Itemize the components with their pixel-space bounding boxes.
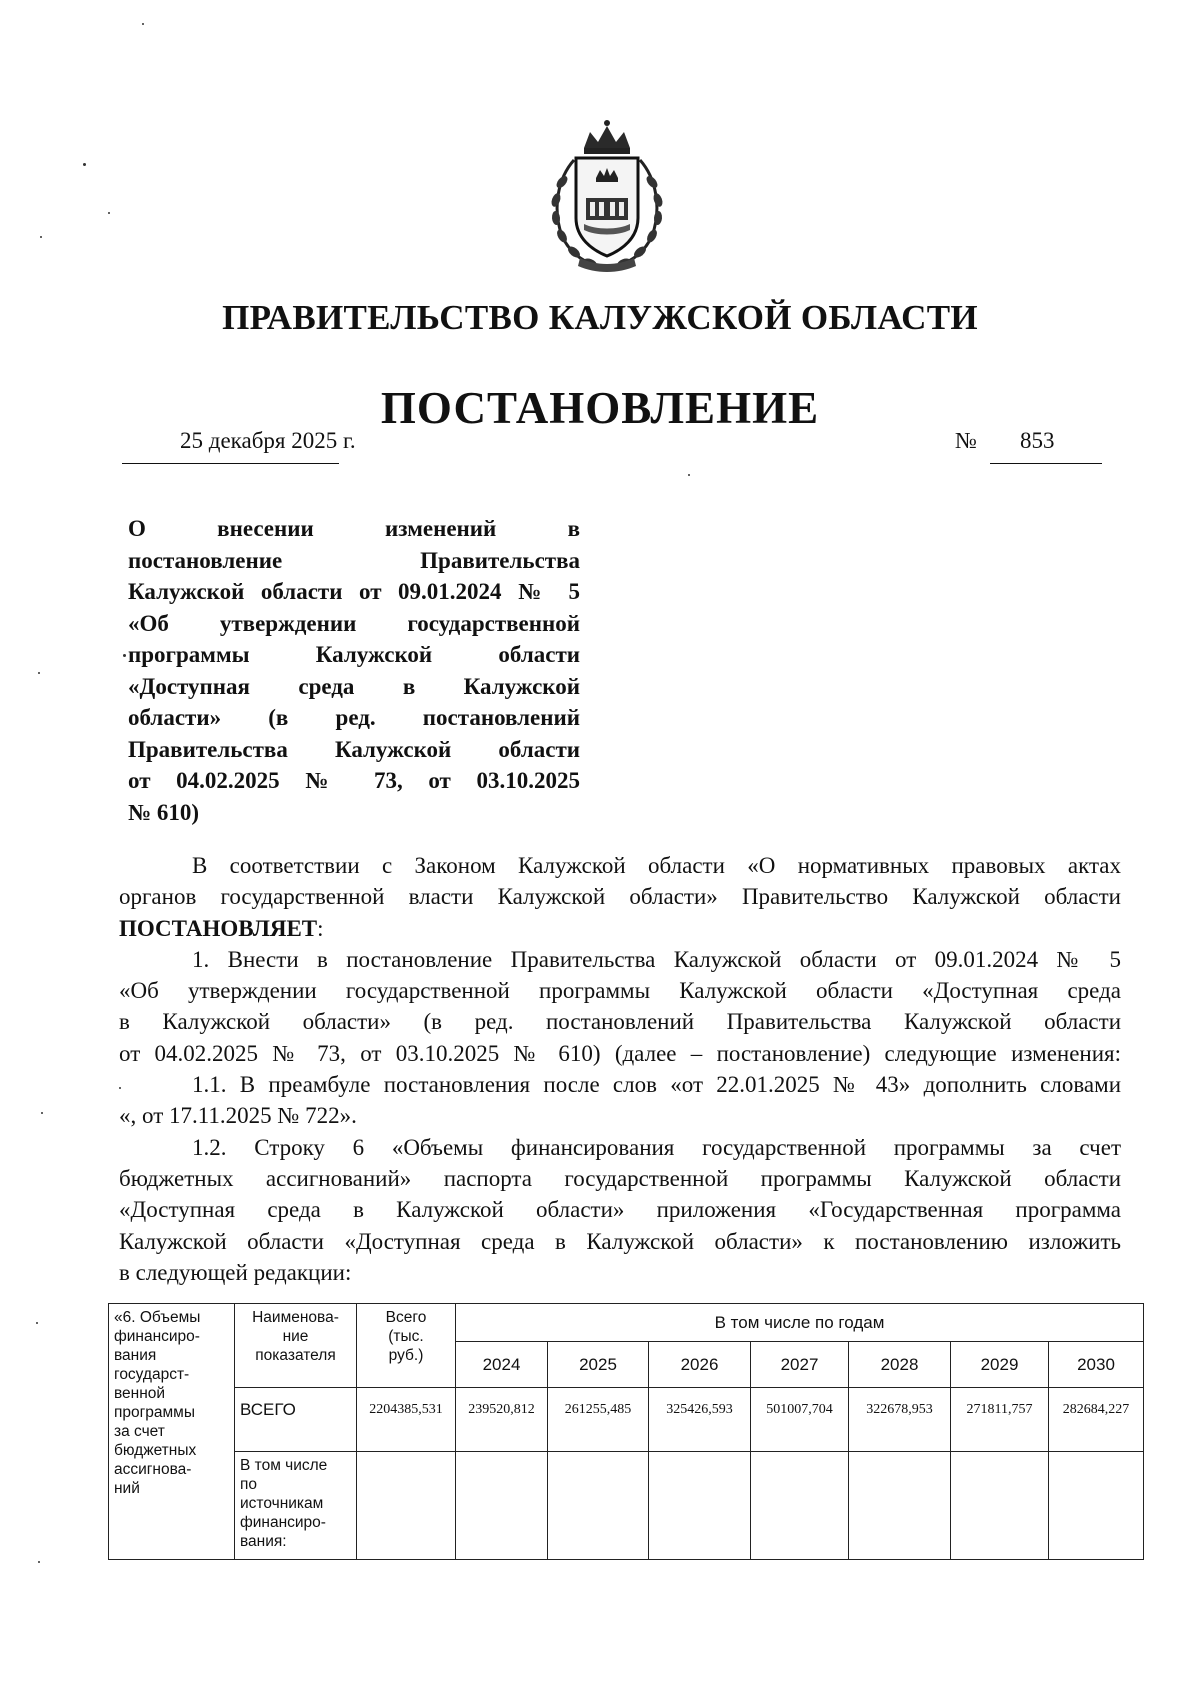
year-cell: 2029 xyxy=(951,1342,1049,1388)
scan-speck xyxy=(108,212,110,214)
body-line: «, от 17.11.2025 № 722». xyxy=(119,1103,357,1129)
cell-line: В том числе xyxy=(240,1457,328,1474)
scan-speck xyxy=(41,1112,43,1114)
subject-line: Калужской области от 09.01.2024 № 5 xyxy=(128,579,580,604)
subject-line: «Об утверждении государственной xyxy=(128,610,580,636)
year-cell: 2028 xyxy=(849,1342,951,1388)
cell-line: источникам xyxy=(240,1495,324,1512)
value-cell: 261255,485 xyxy=(548,1388,649,1452)
cell-line: ний xyxy=(114,1480,140,1497)
cell-line: Наименова- xyxy=(252,1309,339,1326)
coat-of-arms-icon xyxy=(540,118,674,274)
value-cell: 271811,757 xyxy=(951,1388,1049,1452)
indicator-cell: ВСЕГО xyxy=(235,1388,357,1452)
scan-speck xyxy=(40,236,42,238)
cell-line: показателя xyxy=(255,1347,336,1364)
cell-line: финансиро- xyxy=(240,1514,326,1531)
cell-line: программы xyxy=(114,1404,195,1421)
cell-line: государст- xyxy=(114,1366,190,1383)
body-line: «Об утверждении государственной программы Калужской области «Доступная среда xyxy=(119,978,1121,1004)
body-line: 1. Внести в постановление Правительства Калужской области от 09.01.2024 № 5 xyxy=(192,946,1121,972)
body-line: 1.1. В преамбуле постановления после слов «от 22.01.2025 № 43» дополнить словами xyxy=(192,1072,1121,1098)
years-header-cell: В том числе по годам xyxy=(456,1304,1144,1342)
body-line: 1.2. Строку 6 «Объемы финансирования государственной программы за счет xyxy=(192,1134,1121,1160)
year-cell: 2027 xyxy=(751,1342,849,1388)
year-cell: 2025 xyxy=(548,1342,649,1388)
table-row xyxy=(109,1452,1144,1560)
scan-speck xyxy=(688,474,690,476)
value-cell xyxy=(548,1452,649,1560)
indicator-header-cell xyxy=(235,1304,357,1388)
body-line: в Калужской области» (в ред. постановлений Правительства Калужской области xyxy=(119,1009,1121,1035)
cell-line: финансиро- xyxy=(114,1328,200,1345)
resolves-colon: : xyxy=(317,915,324,941)
document-body xyxy=(119,850,1121,1288)
subject-line: программы Калужской области xyxy=(128,642,580,667)
value-cell xyxy=(751,1452,849,1560)
body-line: органов государственной власти Калужской области» Правительство Калужской области xyxy=(119,884,1121,910)
body-line: «Доступная среда в Калужской области» приложения «Государственная программа xyxy=(119,1197,1121,1223)
row-header-cell xyxy=(109,1304,235,1560)
year-cell: 2030 xyxy=(1049,1342,1144,1388)
body-line: В соответствии с Законом Калужской области «О нормативных правовых актах xyxy=(192,853,1121,878)
total-cell xyxy=(357,1452,456,1560)
subject-line: от 04.02.2025 № 73, от 03.10.2025 xyxy=(128,768,580,793)
value-cell: 322678,953 xyxy=(849,1388,951,1452)
cell-line: за счет xyxy=(114,1423,165,1440)
scan-speck xyxy=(38,1561,40,1563)
subject-line: № 610) xyxy=(128,799,200,825)
value-cell: 325426,593 xyxy=(649,1388,751,1452)
body-line: от 04.02.2025 № 73, от 03.10.2025 № 610) (далее – постановление) следующие изменения: xyxy=(119,1040,1121,1066)
value-cell xyxy=(1049,1452,1144,1560)
scan-speck xyxy=(83,163,86,166)
value-cell xyxy=(456,1452,548,1560)
document-subject xyxy=(128,513,580,828)
organization-title: ПРАВИТЕЛЬСТВО КАЛУЖСКОЙ ОБЛАСТИ xyxy=(222,298,978,337)
number-sign: № xyxy=(955,428,977,453)
cell-line: бюджетных xyxy=(114,1442,197,1459)
subject-line: Правительства Калужской области xyxy=(128,736,580,762)
cell-line: Всего xyxy=(385,1309,427,1326)
cell-line: ассигнова- xyxy=(114,1461,192,1478)
cell-line: (тыс. xyxy=(388,1328,424,1345)
subject-line: «Доступная среда в Калужской xyxy=(128,673,580,699)
scan-speck xyxy=(142,23,144,25)
resolves-word: ПОСТАНОВЛЯЕТ xyxy=(119,915,318,941)
value-cell xyxy=(649,1452,751,1560)
total-header-cell xyxy=(357,1304,456,1388)
body-line: в следующей редакции: xyxy=(119,1259,352,1285)
cell-line: вания: xyxy=(240,1533,287,1550)
cell-line: вания xyxy=(114,1347,157,1364)
value-cell: 282684,227 xyxy=(1049,1388,1144,1452)
document-kind-title: ПОСТАНОВЛЕНИЕ xyxy=(380,383,820,433)
cell-line: руб.) xyxy=(388,1347,424,1364)
document-number: 853 xyxy=(1020,428,1055,453)
body-line: бюджетных ассигнований» паспорта государственной программы Калужской области xyxy=(119,1165,1121,1191)
scan-speck xyxy=(38,672,40,674)
financing-table xyxy=(108,1303,1144,1560)
table-row xyxy=(109,1388,1144,1452)
value-cell xyxy=(849,1452,951,1560)
subject-line: О внесении изменений в xyxy=(128,516,580,541)
resolves-line xyxy=(119,913,1121,944)
subject-line: области» (в ред. постановлений xyxy=(128,705,580,730)
cell-line: «6. Объемы xyxy=(114,1309,201,1326)
cell-line: по xyxy=(240,1476,258,1493)
value-cell: 239520,812 xyxy=(456,1388,548,1452)
total-cell: 2204385,531 xyxy=(357,1388,456,1452)
scan-speck xyxy=(123,654,126,657)
cell-line: ние xyxy=(282,1328,309,1345)
value-cell xyxy=(951,1452,1049,1560)
body-line: Калужской области «Доступная среда в Калужской области» к постановлению изложить xyxy=(119,1228,1121,1254)
year-cell: 2024 xyxy=(456,1342,548,1388)
subject-line: постановление Правительства xyxy=(128,547,580,573)
document-date: 25 декабря 2025 г. xyxy=(180,428,356,453)
cell-line: венной xyxy=(114,1385,166,1402)
year-cell: 2026 xyxy=(649,1342,751,1388)
value-cell: 501007,704 xyxy=(751,1388,849,1452)
scan-speck xyxy=(36,1322,38,1324)
indicator-cell xyxy=(235,1452,357,1560)
